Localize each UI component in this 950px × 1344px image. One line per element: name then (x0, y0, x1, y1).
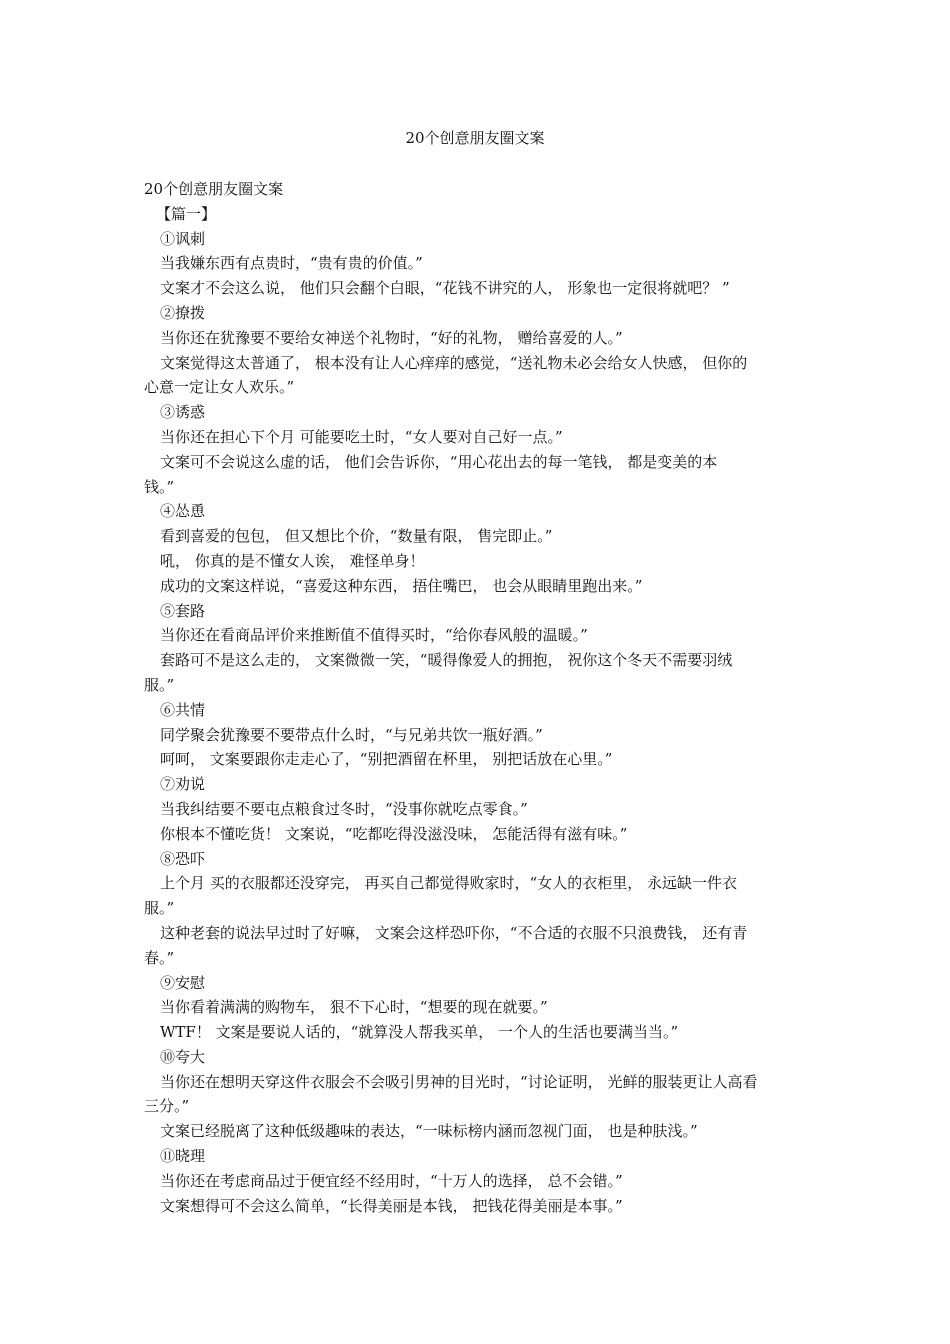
paragraph-line: 当我嫌东西有点贵时，“贵有贵的价值。” (160, 254, 423, 273)
paragraph-line: 当你还在想明天穿这件衣服会不会吸引男神的目光时，“讨论证明， 光鲜的服装更让人高看 (160, 1072, 758, 1091)
document-body (144, 177, 812, 1218)
item-heading: ⑦劝说 (160, 775, 206, 794)
paragraph-line: WTF！ 文案是要说人话的，“就算没人帮我买单， 一个人的生活也要满当当。” (160, 1023, 679, 1042)
paragraph-line: 上个月 买的衣服都还没穿完， 再买自己都觉得败家时，“女人的衣柜里， 永远缺一件衣 (160, 874, 737, 893)
paragraph-line: 吼， 你真的是不懂女人诶， 难怪单身！ (160, 551, 425, 570)
paragraph-line: 当你还在考虑商品过于便宜经不经用时，“十万人的选择， 总不会错。” (160, 1171, 623, 1190)
paragraph-line: 当你还在犹豫要不要给女神送个礼物时，“好的礼物， 赠给喜爱的人。” (160, 328, 623, 347)
paragraph-line: 当你看着满满的购物车， 狠不下心时，“想要的现在就要。” (160, 998, 548, 1017)
paragraph-line: 文案可不会说这么虚的话， 他们会告诉你，“用心花出去的每一笔钱， 都是变美的本 (160, 452, 718, 471)
paragraph-line: 文案才不会这么说， 他们只会翻个白眼，“花钱不讲究的人， 形象也一定很将就吧？ ” (160, 279, 730, 298)
paragraph-line: 文案已经脱离了这种低级趣味的表达，“一味标榜内涵而忽视门面， 也是种肤浅。” (160, 1122, 698, 1141)
item-heading: ⑪晓理 (160, 1147, 206, 1166)
item-heading: ⑩夸大 (160, 1047, 206, 1066)
paragraph-line: 当你还在担心下个月 可能要吃土时，“女人要对自己好一点。” (160, 427, 563, 446)
paragraph-line: 呵呵， 文案要跟你走走心了，“别把酒留在杯里， 别把话放在心里。” (160, 750, 613, 769)
paragraph-line: 当你还在看商品评价来推断值不值得买时，“给你春风般的温暖。” (160, 626, 588, 645)
section-label: 【篇一】 (156, 204, 217, 223)
document-title: 20个创意朋友圈文案 (405, 129, 545, 147)
paragraph-line: 看到喜爱的包包， 但又想比个价，“数量有限， 售完即止。” (160, 527, 553, 546)
paragraph-line: 心意一定让女人欢乐。” (144, 378, 295, 397)
paragraph-line: 成功的文案这样说，“喜爱这种东西， 捂住嘴巴， 也会从眼睛里跑出来。” (160, 576, 643, 595)
item-heading: ⑨安慰 (160, 973, 206, 992)
item-heading: ⑧恐吓 (160, 849, 206, 868)
paragraph-line: 服。” (144, 899, 175, 918)
paragraph-line: 这种老套的说法早过时了好嘛， 文案会这样恐吓你，“不合适的衣服不只浪费钱， 还有青 (160, 923, 748, 942)
paragraph-line: 当我纠结要不要屯点粮食过冬时，“没事你就吃点零食。” (160, 799, 528, 818)
paragraph-line: 文案觉得这太普通了， 根本没有让人心痒痒的感觉，“送礼物未必会给女人快感， 但你的 (160, 353, 748, 372)
body-heading: 20个创意朋友圈文案 (144, 180, 284, 198)
item-heading: ①讽刺 (160, 229, 206, 248)
paragraph-line: 三分。” (144, 1097, 190, 1116)
item-heading: ③诱惑 (160, 403, 206, 422)
item-heading: ②撩拨 (160, 303, 206, 322)
paragraph-line: 服。” (144, 675, 175, 694)
paragraph-line: 同学聚会犹豫要不要带点什么时，“与兄弟共饮一瓶好酒。” (160, 725, 543, 744)
paragraph-line: 文案想得可不会这么简单，“长得美丽是本钱， 把钱花得美丽是本事。” (160, 1196, 623, 1215)
item-heading: ④怂恿 (160, 502, 206, 521)
paragraph-line: 春。” (144, 948, 175, 967)
paragraph-line: 钱。” (144, 477, 175, 496)
item-heading: ⑥共情 (160, 700, 206, 719)
paragraph-line: 你根本不懂吃货！ 文案说，“吃都吃得没滋没味， 怎能活得有滋有味。” (160, 824, 628, 843)
item-heading: ⑤套路 (160, 601, 206, 620)
paragraph-line: 套路可不是这么走的， 文案微微一笑，“暖得像爱人的拥抱， 祝你这个冬天不需要羽绒 (160, 651, 733, 670)
